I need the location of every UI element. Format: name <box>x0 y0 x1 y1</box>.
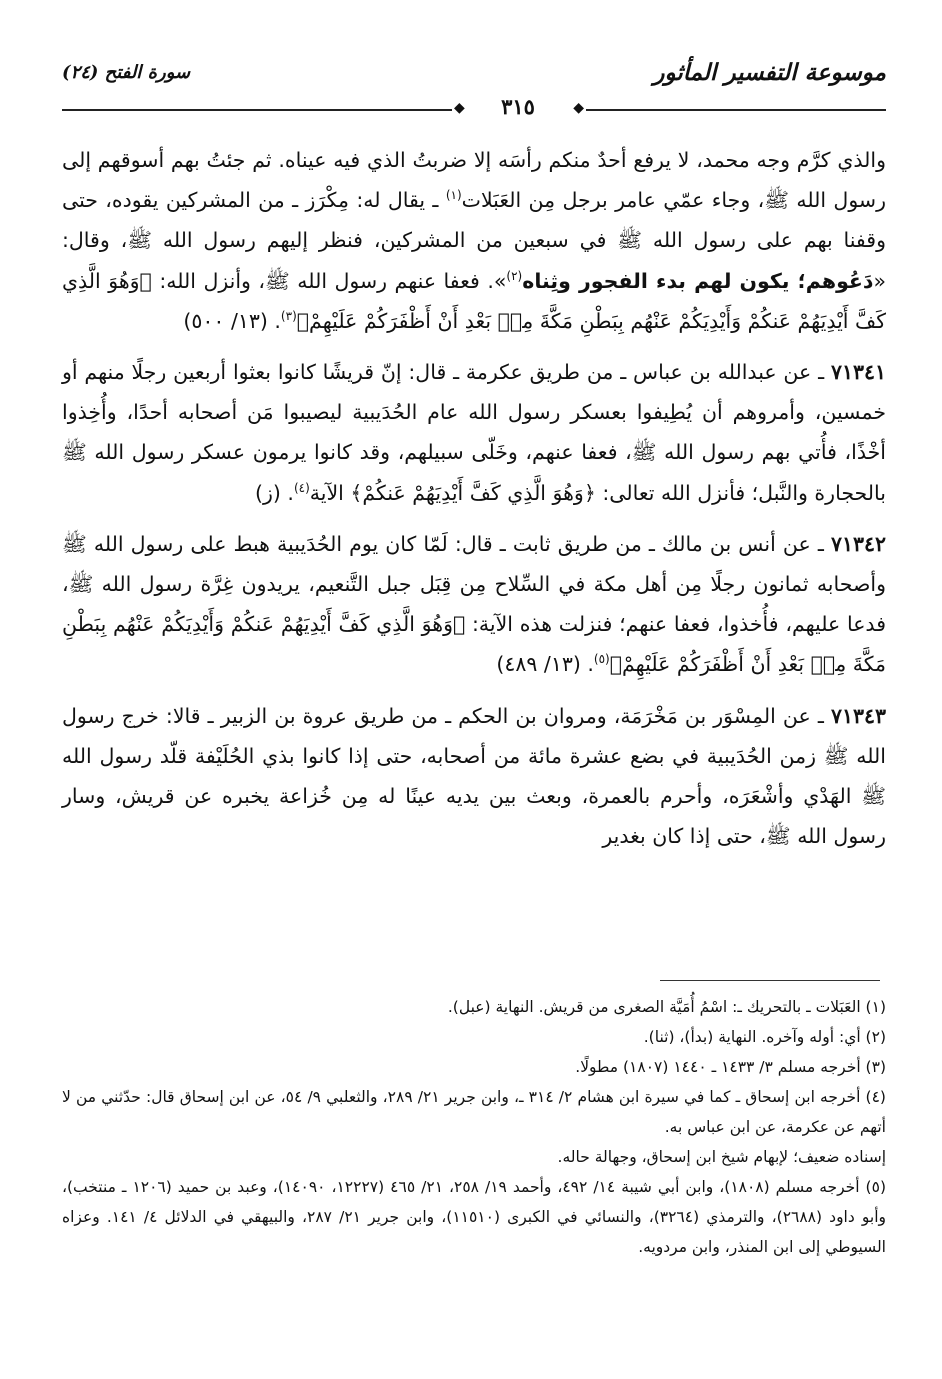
book-title: موسوعة التفسير المأثور <box>653 58 886 86</box>
footnote-ref[interactable]: (٢) <box>506 268 523 283</box>
paragraph-text: ـ عن المِسْوَر بن مَخْرَمَة، ومروان بن الحكم ـ من طريق عروة بن الزبير ـ قالا: خرج رسول الله ﷺ زمن الحُدَيبية في بضع عشرة مائة من أصحابه، حتى إذا كانوا بذي الحُلَيْفة قلّد رسول الله ﷺ الهَدْي وأشْعَرَه، وأحرم بالعمرة، وبعث بين يديه عينًا له مِن خُزاعة يخبره عن قريش، وسار رسول الله ﷺ، حتى إذا كان بغدير <box>62 703 886 849</box>
hadith-paragraph <box>62 524 886 685</box>
footnote-ref[interactable]: (١) <box>445 188 462 203</box>
quran-verse: ﴿وَهُوَ الَّذِي كَفَّ أَيْدِيَهُمْ عَنكُمْ وَأَيْدِيَكُمْ عَنْهُم بِبَطْنِ مَكَّةَ مِنۢ بَعْدِ أَنْ أَظْفَرَكُمْ عَلَيْهِمْ﴾ <box>62 612 886 677</box>
rule-line-right <box>586 109 886 111</box>
main-text <box>62 140 886 867</box>
paragraph-text: ». فعفا عنهم رسول الله ﷺ، وأنزل الله: <box>151 268 507 293</box>
hadith-number: ٧١٣٤٣ <box>830 703 886 728</box>
hadith-paragraph <box>62 696 886 857</box>
rule-line-left <box>62 109 452 111</box>
footnote-ref[interactable]: (٣) <box>280 308 297 323</box>
paragraph-text: ـ عن أنس بن مالك ـ من طريق ثابت ـ قال: لَمّا كان يوم الحُدَيبية هبط على رسول الله ﷺ وأصحابه ثمانون رجلًا مِن أهل مكة في السِّلاح مِن قِبَل جبل التَّنعيم، يريدون غِرَّة رسول الله ﷺ، فدعا عليهم، فأُخذوا، فعفا عنهم؛ فنزلت هذه الآية: <box>62 531 886 637</box>
quran-verse: ﴿وَهُوَ الَّذِي كَفَّ أَيْدِيَهُمْ عَنكُمْ وَأَيْدِيَكُمْ عَنْهُم بِبَطْنِ مَكَّةَ مِنۢ بَعْدِ أَنْ أَظْفَرَكُمْ عَلَيْهِمْ﴾ <box>62 268 886 333</box>
hadith-number: ٧١٣٤١ <box>830 360 886 385</box>
prophetic-quote: دَعُوهم؛ يكون لهم بدء الفجور وثِناه <box>522 268 874 293</box>
paragraph-text: . (ز) <box>255 480 294 505</box>
footnote: (٥) أخرجه مسلم (١٨٠٨)، وابن أبي شيبة ١٤/ ٤٩٢، وأحمد ١٩/ ٢٥٨، ٢١/ ٤٦٥ (١٢٢٢٧، ١٤٠٩٠)، وعبد بن حميد (١٢٠٦ ـ منتخب)، وأبو داود (٢٦٨٨)، والترمذي (٣٢٦٤)، والنسائي في الكبرى (١١٥١٠)، وابن جرير ٢١/ ٢٨٧، والبيهقي في الدلائل ٤/ ١٤١. وعزاه السيوطي إلى ابن المنذر، وابن مردويه. <box>62 1178 886 1256</box>
footnote-separator <box>660 980 880 981</box>
footnote: (٢) أي: أوله وآخره. النهاية (بدأ)، (ثنا). <box>643 1028 886 1046</box>
hadith-paragraph <box>62 352 886 513</box>
footnote: (٣) أخرجه مسلم ٣/ ١٤٣٣ ـ ١٤٤٠ (١٨٠٧) مطولًا. <box>575 1058 886 1076</box>
surah-title: سورة الفتح (٢٤) <box>62 61 191 83</box>
ornament-icon: ◆ <box>573 100 584 116</box>
paragraph-text: ـ يقال له: مِكْرَز ـ من المشركين يقوده، حتى وقفنا بهم على رسول الله ﷺ في سبعين من المشركين، فنظر إليهم رسول الله ﷺ، وقال: « <box>62 188 886 293</box>
hadith-number: ٧١٣٤٢ <box>830 531 886 556</box>
quran-verse: ﴿وَهُوَ الَّذِي كَفَّ أَيْدِيَهُمْ عَنكُمْ﴾ <box>350 480 596 505</box>
paragraph-continuation <box>62 140 886 341</box>
volume-reference: . (١٣/ ٤٨٩) <box>496 652 594 677</box>
footnote: (٤) أخرجه ابن إسحاق ـ كما في سيرة ابن هشام ٢/ ٣١٤ ـ، وابن جرير ٢١/ ٢٨٩، والثعلبي ٩/ ٥٤، عن ابن إسحاق قال: حدّثني من لا أتهم عن عكرمة، عن ابن عباس به. <box>62 1088 886 1136</box>
footnote: إسناده ضعيف؛ لإبهام شيخ ابن إسحاق، وجهالة حاله. <box>557 1148 886 1166</box>
page-number-rule <box>62 94 886 120</box>
paragraph-text: ـ عن عبدالله بن عباس ـ من طريق عكرمة ـ قال: إنّ قريشًا كانوا بعثوا أربعين رجلًا منهم أو خمسين، وأمروهم أن يُطِيفوا بعسكر رسول الله عام الحُدَيبية ليصيبوا مَن أصحابه أحدًا، وأُخِذوا أخْذًا، فأُتي بهم رسول الله ﷺ، فعفا عنهم، وخَلّى سبيلهم، وقد كانوا يرمون عسكر رسول الله ﷺ بالحجارة والنَّبل؛ فأنزل الله تعالى: <box>62 360 886 505</box>
ornament-icon: ◆ <box>454 100 465 116</box>
page-number: ٣١٥ <box>501 94 535 119</box>
footnote-ref[interactable]: (٥) <box>593 652 610 667</box>
footnote-ref[interactable]: (٤) <box>293 480 310 495</box>
paragraph-text: والذي كرَّم وجه محمد، لا يرفع أحدٌ منكم رأسَه إلا ضربتُ الذي فيه عيناه. ثم جئتُ بهم أسوقهم إلى رسول الله ﷺ، وجاء عمّي عامر برجل مِن العَبَلات <box>62 148 886 213</box>
footnotes <box>62 992 886 1262</box>
footnote: (١) العَبَلات ـ بالتحريك ـ: اسْمُ أُمَيَّة الصغرى من قريش. النهاية (عبل). <box>447 998 886 1016</box>
volume-reference: . (١٣/ ٥٠٠) <box>183 308 281 333</box>
running-header <box>62 50 886 94</box>
paragraph-text: الآية <box>309 480 351 505</box>
